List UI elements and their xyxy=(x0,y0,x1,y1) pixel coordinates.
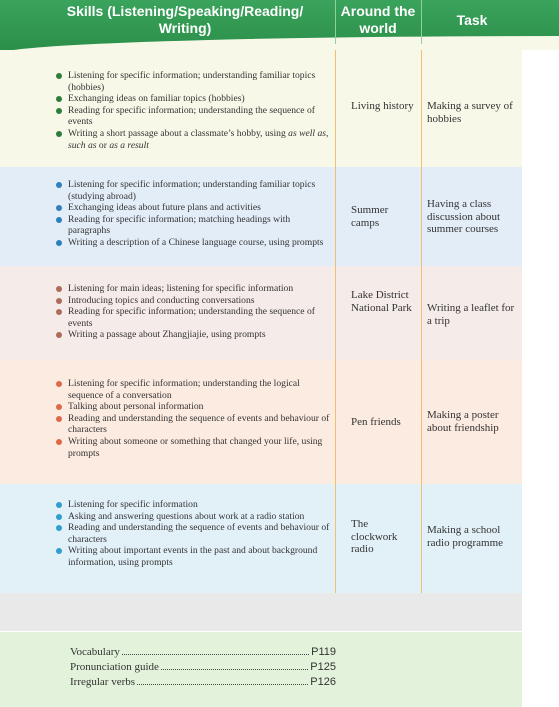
skill-bullet: Listening for specific information; understanding familiar topics (studying abroad) xyxy=(56,179,334,202)
table-row xyxy=(0,50,522,167)
dot-leader xyxy=(122,646,309,655)
bullet-dot-icon xyxy=(56,309,62,315)
header-skills: Skills (Listening/Speaking/Reading/ Writing) xyxy=(66,3,304,36)
bullet-dot-icon xyxy=(56,240,62,246)
table-row xyxy=(0,360,522,484)
column-rule xyxy=(335,266,336,360)
skill-bullet: Reading and understanding the sequence of events and behaviour of characters xyxy=(56,522,334,545)
skill-bullet: Reading for specific information; understanding the sequence of events xyxy=(56,105,334,128)
skill-bullet: Reading for specific information; matching headings with paragraphs xyxy=(56,214,334,237)
bullet-dot-icon xyxy=(56,217,62,223)
bullet-dot-icon xyxy=(56,205,62,211)
skill-bullet: Writing a short passage about a classmate’s hobby, using as well as, such as or as a result xyxy=(56,128,334,151)
appendix-entry: Irregular verbs P126 xyxy=(70,676,336,688)
around-the-world-cell: Lake District National Park xyxy=(351,289,412,314)
bullet-dot-icon xyxy=(56,439,62,445)
bullet-dot-icon xyxy=(56,96,62,102)
column-rule xyxy=(335,360,336,484)
bullet-dot-icon xyxy=(56,73,62,79)
column-rule xyxy=(421,360,422,484)
skill-bullet: Reading for specific information; understanding the sequence of events xyxy=(56,306,334,329)
table-row xyxy=(0,167,522,266)
bullet-dot-icon xyxy=(56,332,62,338)
page-margin xyxy=(522,50,559,707)
table-header xyxy=(0,0,559,50)
column-rule xyxy=(421,484,422,593)
skill-bullet: Talking about personal information xyxy=(56,401,334,413)
skills-cell xyxy=(56,378,334,459)
skill-bullet: Listening for specific information; understanding the logical sequence of a conversation xyxy=(56,378,334,401)
bullet-dot-icon xyxy=(56,525,62,531)
spacer-band xyxy=(0,593,522,631)
skill-bullet: Exchanging ideas about future plans and activities xyxy=(56,202,334,214)
task-cell: Making a school radio programme xyxy=(427,524,504,549)
appendix-entry: Vocabulary P119 xyxy=(70,646,336,658)
dot-leader xyxy=(137,676,308,685)
skill-bullet: Writing a passage about Zhangjiajie, using prompts xyxy=(56,329,334,341)
column-rule xyxy=(421,167,422,266)
bullet-dot-icon xyxy=(56,131,62,137)
bullet-dot-icon xyxy=(56,182,62,188)
skills-cell xyxy=(56,70,334,151)
column-rule xyxy=(421,266,422,360)
dot-leader xyxy=(161,661,308,670)
table-row xyxy=(0,266,522,360)
skills-cell xyxy=(56,499,334,569)
around-the-world-cell: Pen friends xyxy=(351,416,401,428)
bullet-dot-icon xyxy=(56,298,62,304)
header-around-the-world: Around the world xyxy=(340,3,416,36)
bullet-dot-icon xyxy=(56,416,62,422)
skill-bullet: Introducing topics and conducting conversations xyxy=(56,295,334,307)
skills-cell xyxy=(56,179,334,249)
task-cell: Making a poster about friendship xyxy=(427,409,499,434)
bullet-dot-icon xyxy=(56,502,62,508)
column-rule xyxy=(335,167,336,266)
around-the-world-cell: Summer camps xyxy=(351,204,389,229)
skill-bullet: Listening for specific information; understanding familiar topics (hobbies) xyxy=(56,70,334,93)
skill-bullet: Listening for main ideas; listening for specific information xyxy=(56,283,334,295)
around-the-world-cell: The clockwork radio xyxy=(351,518,398,555)
skill-bullet: Writing about someone or something that changed your life, using prompts xyxy=(56,436,334,459)
around-the-world-cell: Living history xyxy=(351,100,414,112)
skill-bullet: Asking and answering questions about work at a radio station xyxy=(56,511,334,523)
skill-bullet: Writing about important events in the past and about background information, using prompts xyxy=(56,545,334,568)
header-task: Task xyxy=(456,11,488,28)
task-cell: Having a class discussion about summer courses xyxy=(427,198,501,235)
column-rule xyxy=(421,50,422,167)
bullet-dot-icon xyxy=(56,381,62,387)
skill-bullet: Listening for specific information xyxy=(56,499,334,511)
column-rule xyxy=(335,484,336,593)
skill-bullet: Reading and understanding the sequence of events and behaviour of characters xyxy=(56,413,334,436)
skill-bullet: Exchanging ideas on familiar topics (hobbies) xyxy=(56,93,334,105)
bullet-dot-icon xyxy=(56,514,62,520)
bullet-dot-icon xyxy=(56,548,62,554)
table-row xyxy=(0,484,522,593)
bullet-dot-icon xyxy=(56,108,62,114)
skill-bullet: Writing a description of a Chinese language course, using prompts xyxy=(56,237,334,249)
bullet-dot-icon xyxy=(56,286,62,292)
appendix-entry: Pronunciation guide P125 xyxy=(70,661,336,673)
appendix-list xyxy=(0,632,522,707)
task-cell: Writing a leaflet for a trip xyxy=(427,302,515,327)
skills-cell xyxy=(56,283,334,341)
column-rule xyxy=(335,50,336,167)
task-cell: Making a survey of hobbies xyxy=(427,100,513,125)
bullet-dot-icon xyxy=(56,404,62,410)
